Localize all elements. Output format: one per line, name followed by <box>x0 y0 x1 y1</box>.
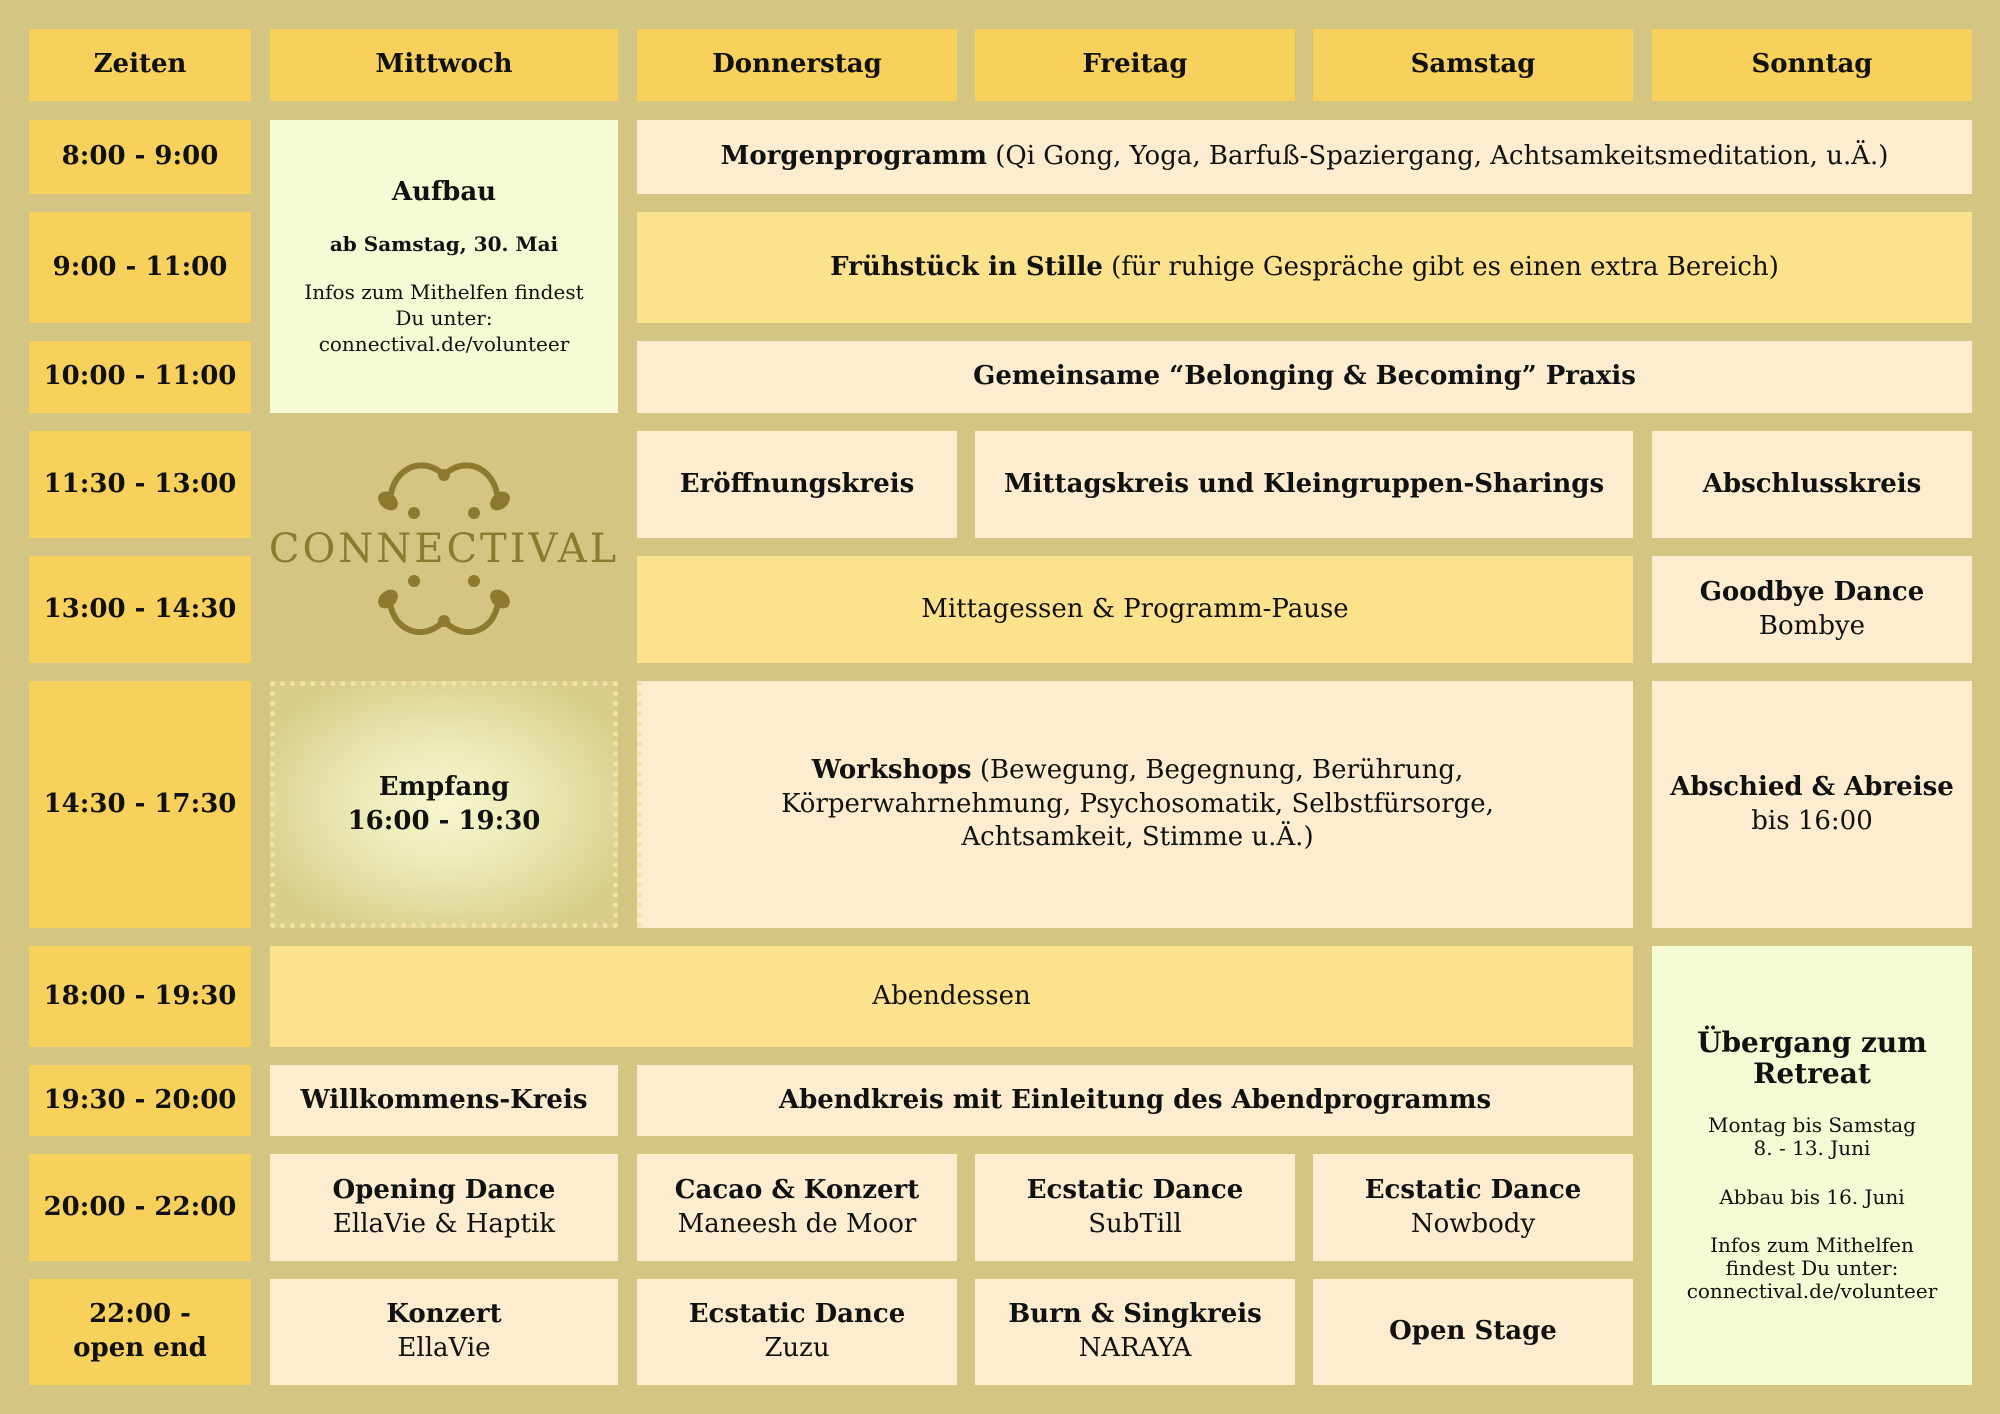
mittagessen-block <box>637 556 1633 663</box>
time-label: 19:30 - 20:00 <box>43 1084 237 1115</box>
uebergang-block <box>1652 946 1972 1385</box>
late-event <box>637 1279 957 1385</box>
aufbau-info: Infos zum Mithelfen findest Du unter: connectival.de/volunteer <box>304 280 584 357</box>
time-label: 20:00 - 22:00 <box>43 1191 237 1222</box>
time-label: 10:00 - 11:00 <box>43 361 237 392</box>
eroeffnungskreis-title: Eröffnungskreis <box>679 468 915 499</box>
logo-text: CONNECTIVAL <box>270 526 618 572</box>
abendkreis-title: Abendkreis mit Einleitung des Abendprogramms <box>778 1084 1492 1115</box>
time-label: 18:00 - 19:30 <box>43 980 237 1011</box>
abschlusskreis-block <box>1652 431 1972 538</box>
morgenprogramm-title: Morgenprogramm <box>720 141 987 172</box>
goodbye-dance-block <box>1652 556 1972 663</box>
late-event <box>1313 1279 1633 1385</box>
morgenprogramm-details: (Qi Gong, Yoga, Barfuß-Spaziergang, Achtsamkeitsmeditation, u.Ä.) <box>987 141 1889 172</box>
time-slot <box>29 212 251 323</box>
abendessen-block <box>270 946 1633 1047</box>
workshops-details: (Bewegung, Begegnung, Berührung, Körperwahrnehmung, Psychosomatik, Selbstfürsorge, Achtsamkeit, Stimme u.Ä.) <box>781 754 1503 853</box>
event-title: Ecstatic Dance <box>1026 1174 1244 1205</box>
time-slot <box>29 946 251 1047</box>
event-title: Opening Dance <box>332 1174 556 1205</box>
time-label: 8:00 - 9:00 <box>61 141 219 172</box>
morgenprogramm-block <box>637 120 1972 194</box>
workshops-block <box>637 681 1633 928</box>
praxis-block <box>637 341 1972 413</box>
header-samstag <box>1313 29 1633 101</box>
event-artist: SubTill <box>1088 1208 1182 1239</box>
header-sonntag <box>1652 29 1972 101</box>
fruehstueck-block <box>637 212 1972 323</box>
header-label: Freitag <box>1082 49 1188 80</box>
uebergang-abbau: Abbau bis 16. Juni <box>1719 1184 1905 1209</box>
event-title: Ecstatic Dance <box>1364 1174 1582 1205</box>
time-label: 9:00 - 11:00 <box>52 251 228 282</box>
event-artist: Maneesh de Moor <box>677 1208 917 1239</box>
time-slot <box>29 1065 251 1136</box>
evening-event <box>975 1154 1295 1261</box>
willkommens-kreis-block <box>270 1065 618 1136</box>
aufbau-date: ab Samstag, 30. Mai <box>329 232 559 257</box>
abschlusskreis-title: Abschlusskreis <box>1702 468 1922 499</box>
event-artist: Nowbody <box>1410 1208 1536 1239</box>
evening-event <box>1313 1154 1633 1261</box>
abendkreis-block <box>637 1065 1633 1136</box>
time-slot <box>29 341 251 413</box>
evening-event <box>270 1154 618 1261</box>
time-label: 11:30 - 13:00 <box>43 468 237 499</box>
time-slot <box>29 681 251 928</box>
uebergang-title: Übergang zum Retreat <box>1697 1026 1927 1090</box>
time-slot <box>29 1154 251 1261</box>
event-title: Cacao & Konzert <box>674 1174 920 1205</box>
uebergang-dates: Montag bis Samstag 8. - 13. Juni <box>1708 1112 1916 1160</box>
header-label: Samstag <box>1410 49 1536 80</box>
empfang-block <box>270 681 618 928</box>
event-artist: Zuzu <box>764 1333 830 1363</box>
abschied-title: Abschied & Abreise <box>1670 771 1954 802</box>
event-artist: EllaVie <box>397 1333 491 1363</box>
header-label: Donnerstag <box>712 49 882 80</box>
eroeffnungskreis-block <box>637 431 957 538</box>
time-label: 14:30 - 17:30 <box>43 788 237 819</box>
header-mittwoch <box>270 29 618 101</box>
late-event <box>270 1279 618 1385</box>
aufbau-title: Aufbau <box>391 176 497 207</box>
event-title: Konzert <box>386 1299 502 1330</box>
header-label: Mittwoch <box>375 49 513 80</box>
abschied-time: bis 16:00 <box>1751 805 1873 836</box>
empfang-time: 16:00 - 19:30 <box>347 805 541 836</box>
late-event <box>975 1279 1295 1385</box>
time-slot <box>29 120 251 194</box>
time-slot <box>29 556 251 663</box>
event-title: Burn & Singkreis <box>1008 1299 1262 1330</box>
mittagskreis-block <box>975 431 1633 538</box>
header-freitag <box>975 29 1295 101</box>
event-artist: NARAYA <box>1078 1333 1192 1363</box>
goodbye-dance-artist: Bombye <box>1758 610 1866 641</box>
goodbye-dance-title: Goodbye Dance <box>1699 576 1925 607</box>
uebergang-info: Infos zum Mithelfen findest Du unter: connectival.de/volunteer <box>1686 1232 1938 1303</box>
mittagessen-title: Mittagessen & Programm-Pause <box>921 593 1349 624</box>
header-zeiten <box>29 29 251 101</box>
willkommens-kreis-title: Willkommens-Kreis <box>300 1084 588 1115</box>
time-label: 13:00 - 14:30 <box>43 593 237 624</box>
time-slot <box>29 431 251 538</box>
connectival-flower-logo-icon <box>270 431 618 663</box>
event-title: Open Stage <box>1389 1316 1557 1347</box>
fruehstueck-title: Frühstück in Stille <box>830 251 1103 282</box>
abendessen-title: Abendessen <box>872 980 1031 1011</box>
empfang-title: Empfang <box>378 771 510 802</box>
fruehstueck-details: (für ruhige Gespräche gibt es einen extra Bereich) <box>1102 251 1779 282</box>
connectival-logo <box>270 431 618 663</box>
evening-event <box>637 1154 957 1261</box>
mittagskreis-title: Mittagskreis und Kleingruppen-Sharings <box>1003 468 1605 499</box>
abschied-block <box>1652 681 1972 928</box>
praxis-title: Gemeinsame “Belonging & Becoming” Praxis <box>973 361 1636 392</box>
workshops-title: Workshops <box>811 754 972 785</box>
header-donnerstag <box>637 29 957 101</box>
event-artist: EllaVie & Haptik <box>332 1208 556 1239</box>
header-label: Zeiten <box>93 49 187 80</box>
event-title: Ecstatic Dance <box>688 1299 906 1330</box>
aufbau-block <box>270 120 618 413</box>
header-label: Sonntag <box>1751 49 1873 80</box>
time-label: 22:00 - open end <box>73 1299 207 1363</box>
time-slot <box>29 1279 251 1385</box>
